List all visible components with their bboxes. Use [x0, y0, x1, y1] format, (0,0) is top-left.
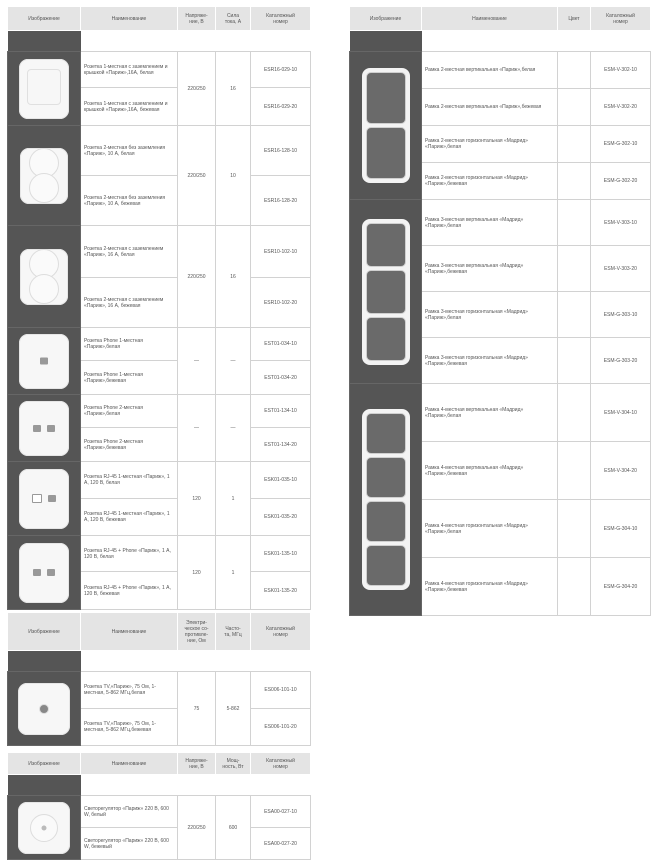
current-value: 16 [216, 52, 251, 126]
header-frequency: Часто- та, МГц [216, 613, 251, 651]
header-catalog: Каталожный номер [251, 7, 311, 31]
voltage-value: 220/250 [178, 796, 216, 860]
product-name: Розетка 2-местная с заземлением «Париж», 16 А, белая [81, 226, 178, 278]
product-image [8, 52, 81, 126]
catalog-number: ESA00-027-10 [251, 796, 311, 828]
voltage-value: 120 [178, 462, 216, 536]
catalog-number: EST01-134-20 [251, 428, 311, 462]
product-name: Рамка 2-местная горизонтальная «Мадрид» «Париж»,белая [422, 126, 558, 163]
product-name: Розетка Phone 2-местная «Париж»,бежевая [81, 428, 178, 462]
catalog-number: ES006-101-10 [251, 672, 311, 709]
voltage-value: 220/250 [178, 126, 216, 226]
color-value [558, 558, 591, 616]
rj45-socket-icon [19, 469, 69, 529]
header-catalog: Каталожный номер [251, 613, 311, 651]
header-name: Наименование [81, 753, 178, 775]
dimmer-knob-icon [18, 802, 70, 854]
product-name: Розетка 1-местная с заземлением и крышкой «Париж»,16А, белая [81, 52, 178, 88]
color-value [558, 442, 591, 500]
tv-socket-table [7, 612, 311, 746]
color-value [558, 246, 591, 292]
product-name: Розетка Phone 1-местная «Париж»,белая [81, 328, 178, 361]
header-image: Изображение [8, 753, 81, 775]
color-value [558, 384, 591, 442]
product-name: Светорегулятор «Париж» 220 В, 600 W, белый [81, 796, 178, 828]
product-image [8, 462, 81, 536]
product-name: Розетка RJ-45 + Phone «Париж», 1 А, 120 В, белая [81, 536, 178, 572]
frame-4-gang-icon [362, 409, 410, 590]
double-socket-no-ground-icon [20, 148, 68, 204]
voltage-value: — [178, 395, 216, 462]
current-value: 1 [216, 462, 251, 536]
current-value: 1 [216, 536, 251, 610]
product-name: Розетка 2-местная без заземления «Париж», 10 А, белая [81, 126, 178, 176]
color-value [558, 338, 591, 384]
product-name: Светорегулятор «Париж» 220 В, 600 W, бежевый [81, 828, 178, 860]
dimmer-image [8, 796, 81, 860]
product-name: Рамка 3-местная вертикальная «Мадрид» «Париж»,бежевая [422, 246, 558, 292]
frame-2-gang-icon [362, 68, 410, 183]
voltage-value: 120 [178, 536, 216, 610]
catalog-number: ESA00-027-20 [251, 828, 311, 860]
product-name: Розетка Phone 1-местная «Париж»,бежевая [81, 361, 178, 395]
catalog-number: ESK01-035-20 [251, 499, 311, 536]
header-name: Наименование [81, 7, 178, 31]
current-value: 10 [216, 126, 251, 226]
header-power: Мощ- ность, Вт [216, 753, 251, 775]
catalog-number: EST01-034-10 [251, 328, 311, 361]
color-value [558, 500, 591, 558]
catalog-number: ESM-G-303-20 [591, 338, 651, 384]
double-socket-ground-icon [20, 249, 68, 305]
color-value [558, 52, 591, 89]
resistance-value: 75 [178, 672, 216, 746]
header-color: Цвет [558, 7, 591, 31]
product-name: Рамка 3-местная горизонтальная «Мадрид» «Париж»,бежевая [422, 338, 558, 384]
catalog-number: ESM-G-304-20 [591, 558, 651, 616]
frame-image [350, 52, 422, 200]
catalog-number: ESR16-029-20 [251, 88, 311, 126]
current-value: 16 [216, 226, 251, 328]
product-name: Розетка 2-местная с заземлением «Париж», 16 А, бежевая [81, 278, 178, 328]
rj45-phone-socket-icon [19, 543, 69, 603]
product-name: Розетка Phone 2-местная «Париж»,белая [81, 395, 178, 428]
header-voltage: Напряже- ние, В [178, 753, 216, 775]
catalog-number: ESM-V-304-10 [591, 384, 651, 442]
sockets-table [7, 6, 311, 610]
product-image [8, 395, 81, 462]
header-catalog: Каталожный номер [251, 753, 311, 775]
header-name: Наименование [422, 7, 558, 31]
product-name: Розетка TV,«Париж», 75 Ом, 1-местная, 5-862 МГц,бежевая [81, 709, 178, 746]
current-value: — [216, 395, 251, 462]
phone-socket-icon [19, 334, 69, 389]
catalog-number: ESR16-128-10 [251, 126, 311, 176]
header-name: Наименование [81, 613, 178, 651]
product-image [8, 226, 81, 328]
product-name: Рамка 4-местная горизонтальная «Мадрид» «Париж»,бежевая [422, 558, 558, 616]
catalog-number: EST01-134-10 [251, 395, 311, 428]
product-image [8, 536, 81, 610]
catalog-number: ESM-G-304-10 [591, 500, 651, 558]
tv-socket-image [8, 672, 81, 746]
product-name: Рамка 3-местная горизонтальная «Мадрид» «Париж»,белая [422, 292, 558, 338]
catalog-number: ESR16-128-20 [251, 176, 311, 226]
catalog-number: ESM-G-302-20 [591, 163, 651, 200]
catalog-number: ESK01-035-10 [251, 462, 311, 499]
dimmer-table [7, 752, 311, 860]
voltage-value: — [178, 328, 216, 395]
color-value [558, 89, 591, 126]
catalog-number: EST01-034-20 [251, 361, 311, 395]
product-name: Рамка 3-местная вертикальная «Мадрид» «Париж»,белая [422, 200, 558, 246]
frame-3-gang-icon [362, 219, 410, 365]
product-name: Розетка TV,«Париж», 75 Ом, 1-местная, 5-862 МГц,белая [81, 672, 178, 709]
frames-table [349, 6, 651, 616]
product-name: Рамка 2-местная вертикальная «Париж»,белая [422, 52, 558, 89]
voltage-value: 220/250 [178, 52, 216, 126]
product-image [8, 328, 81, 395]
voltage-value: 220/250 [178, 226, 216, 328]
color-value [558, 200, 591, 246]
catalog-number: ES006-101-20 [251, 709, 311, 746]
color-value [558, 292, 591, 338]
catalog-number: ESK01-135-10 [251, 536, 311, 572]
product-name: Рамка 4-местная вертикальная «Мадрид» «Париж»,белая [422, 384, 558, 442]
catalog-number: ESR16-029-10 [251, 52, 311, 88]
current-value: — [216, 328, 251, 395]
frequency-value: 5-862 [216, 672, 251, 746]
frame-image [350, 200, 422, 384]
color-value [558, 126, 591, 163]
header-catalog: Каталожный номер [591, 7, 651, 31]
header-image: Изображение [350, 7, 422, 31]
catalog-number: ESM-V-303-10 [591, 200, 651, 246]
product-name: Рамка 2-местная горизонтальная «Мадрид» «Париж»,бежевая [422, 163, 558, 200]
header-resistance: Электри- ческое со- противле- ние, Ом [178, 613, 216, 651]
catalog-number: ESM-V-302-10 [591, 52, 651, 89]
frame-image [350, 384, 422, 616]
catalog-number: ESM-V-303-20 [591, 246, 651, 292]
socket-with-cover-icon [19, 59, 69, 119]
product-name: Розетка RJ-45 1-местная «Париж», 1 А, 120 В, бежевая [81, 499, 178, 536]
color-value [558, 163, 591, 200]
phone-double-socket-icon [19, 401, 69, 456]
power-value: 600 [216, 796, 251, 860]
tv-socket-icon [18, 683, 70, 735]
catalog-number: ESK01-135-20 [251, 572, 311, 610]
catalog-number: ESR10-102-20 [251, 278, 311, 328]
header-voltage: Напряже- ние, В [178, 7, 216, 31]
product-name: Рамка 4-местная горизонтальная «Мадрид» «Париж»,белая [422, 500, 558, 558]
catalog-number: ESM-V-302-20 [591, 89, 651, 126]
product-name: Розетка 2-местная без заземления «Париж», 10 А, бежевая [81, 176, 178, 226]
product-image [8, 126, 81, 226]
header-current: Сила тока, А [216, 7, 251, 31]
product-name: Розетка 1-местная с заземлением и крышкой «Париж»,16А, бежевая [81, 88, 178, 126]
product-name: Рамка 2-местная вертикальная «Париж»,бежевая [422, 89, 558, 126]
catalog-number: ESM-G-302-10 [591, 126, 651, 163]
product-name: Розетка RJ-45 + Phone «Париж», 1 А, 120 В, бежевая [81, 572, 178, 610]
header-image: Изображение [8, 613, 81, 651]
product-name: Розетка RJ-45 1-местная «Париж», 1 А, 120 В, белая [81, 462, 178, 499]
catalog-number: ESR10-102-10 [251, 226, 311, 278]
header-image: Изображение [8, 7, 81, 31]
catalog-number: ESM-G-303-10 [591, 292, 651, 338]
catalog-number: ESM-V-304-20 [591, 442, 651, 500]
product-name: Рамка 4-местная вертикальная «Мадрид» «Париж»,бежевая [422, 442, 558, 500]
